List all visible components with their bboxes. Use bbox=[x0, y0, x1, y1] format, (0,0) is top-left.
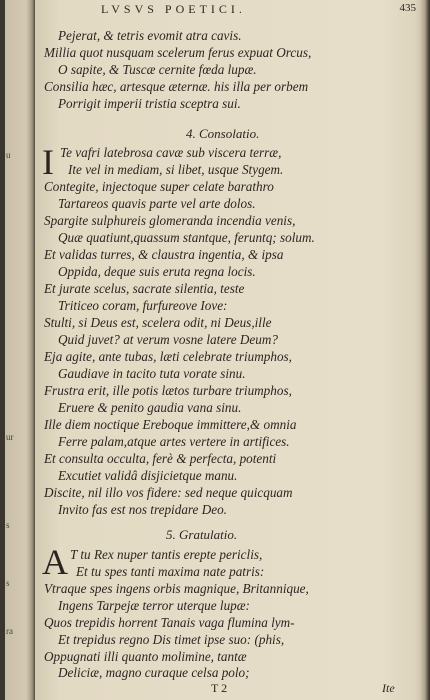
verse-line: Ite vel in mediam, si libet, usque Stygem. bbox=[68, 162, 284, 177]
verse-line: Contegite, injectoque super celate barathro bbox=[44, 179, 274, 194]
verse-line: Stulti, si Deus est, scelera odit, ni Deus,ille bbox=[44, 315, 272, 330]
verse-line: Eja agite, ante tubas, læti celebrate triumphos, bbox=[44, 349, 292, 364]
gutter-mark: s bbox=[6, 578, 10, 588]
verse-line: Ille diem noctique Ereboque immittere,& omnia bbox=[44, 417, 297, 432]
verse-line: Triticeo coram, furfureove Iove: bbox=[58, 298, 228, 313]
verse-line: Pejerat, & tetris evomit atra cavis. bbox=[58, 28, 242, 43]
poem-heading: 4. Consolatio. bbox=[186, 126, 260, 141]
verse-line: Porrigit imperii tristia sceptra sui. bbox=[58, 96, 241, 111]
verse-line: Et trepidus regno Dis timet ipse suo: (phis, bbox=[58, 632, 285, 647]
verse-line: Quos trepidis horrent Tanais vaga flumina lym- bbox=[44, 615, 295, 630]
page-number: 435 bbox=[399, 2, 416, 14]
gutter-mark: s bbox=[6, 520, 10, 530]
verse-line: Consilia hæc, artesque æternæ. his illa per orbem bbox=[44, 79, 309, 94]
verse-line: Excutiet validâ disjicietque manu. bbox=[58, 468, 238, 483]
gutter-mark: u bbox=[6, 150, 11, 160]
catchword: Ite bbox=[382, 681, 395, 695]
verse-line: Te vafri latebrosa cavæ sub viscera terræ, bbox=[60, 145, 282, 160]
page-edge-shadow bbox=[420, 0, 430, 700]
verse-line: Deliciæ, magno curaque celsa polo; bbox=[58, 665, 250, 680]
verse-line: O sapite, & Tuscæ cernite fœda lupæ. bbox=[58, 62, 257, 77]
verse-line: Quid juvet? at verum vosne latere Deum? bbox=[58, 332, 278, 347]
page-body bbox=[36, 0, 424, 700]
verse-line: Et jurate scelus, sacrate silentia, teste bbox=[44, 281, 245, 296]
verse-line: Ingens Tarpejæ terror uterque lupæ: bbox=[58, 598, 250, 613]
verse-line: Spargite sulphureis glomeranda incendia venis, bbox=[44, 213, 296, 228]
verse-line: T tu Rex nuper tantis erepte periclis, bbox=[70, 547, 263, 562]
verse-line: Et consulta occulta, ferè & perfecta, potenti bbox=[44, 451, 277, 466]
verse-line: Discite, nil illo vos fidere: sed neque quicquam bbox=[44, 485, 293, 500]
verse-line: Gaudiave in tacito tuta vorate sinu. bbox=[58, 366, 246, 381]
running-head-title: LVSVS POETICI. bbox=[101, 2, 246, 16]
verse-line: Vtraque spes ingens orbis magnique, Britannique, bbox=[44, 581, 309, 596]
signature-mark: T 2 bbox=[211, 681, 228, 695]
running-head bbox=[36, 2, 424, 20]
verse-line: Quæ quatiunt,quassum stantque, feruntq; solum. bbox=[58, 230, 315, 245]
verse-line: Et tu spes tanti maxima nate patris: bbox=[76, 564, 265, 579]
verse-line: Tartareos quavis parte vel arte dolos. bbox=[58, 196, 256, 211]
verse-line: Eruere & penito gaudia vana sinu. bbox=[58, 400, 242, 415]
verse-line: Ferre palam,atque artes vertere in artifices. bbox=[58, 434, 290, 449]
drop-capital: I bbox=[42, 142, 54, 182]
drop-capital: A bbox=[42, 542, 68, 582]
facing-page-gutter bbox=[0, 0, 35, 700]
gutter-mark: ur bbox=[6, 432, 14, 442]
verse-line: Invito fas est nos trepidare Deo. bbox=[58, 502, 227, 517]
verse-line: Millia quot nusquam scelerum ferus expuat Orcus, bbox=[44, 45, 312, 60]
verse-line: Frustra erit, ille potis lætos turbare triumphos, bbox=[44, 383, 292, 398]
verse-line: Oppida, deque suis eruta regna locis. bbox=[58, 264, 256, 279]
verse-line: Oppugnati illi quanto molimine, tantæ bbox=[44, 649, 247, 664]
verse-line: Et validas turres, & claustra ingentia, & ipsa bbox=[44, 247, 284, 262]
poem-heading: 5. Gratulatio. bbox=[166, 527, 238, 542]
gutter-mark: ra bbox=[6, 626, 13, 636]
